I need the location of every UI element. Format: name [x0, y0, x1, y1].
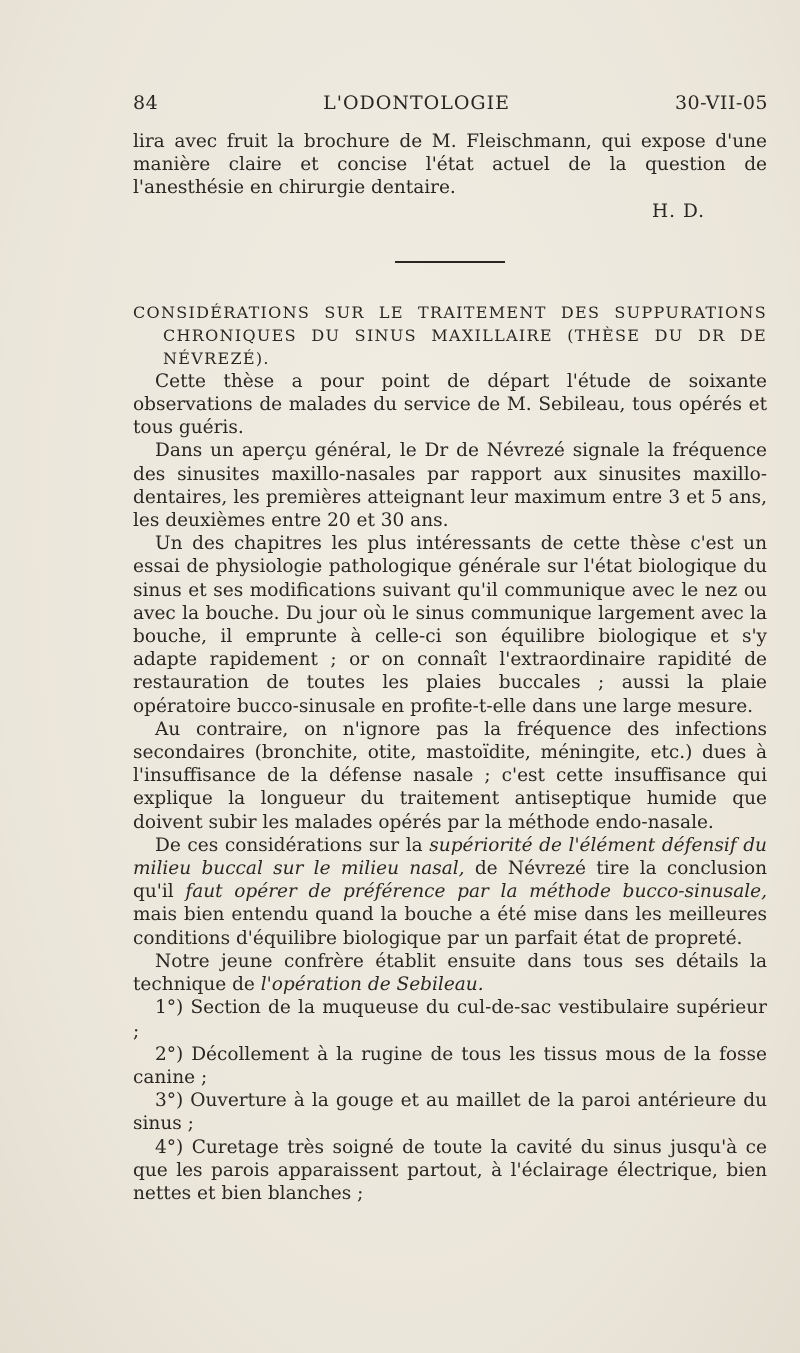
author-signature: H. D. — [652, 200, 705, 222]
paragraph-3: Un des chapitres les plus intéressants de cette thèse c'est un essai de physiologie pathologique générale sur l'état biologique du sinus et ses modifications suivant qu'il communique avec le nez ou avec la bouche. Du jour où le sinus communique largement avec la bouche, il emprunte à celle-ci son équilibre biologique et s'y adapte rapidement ; or on connaît l'extraordinaire rapidité de restauration de toutes les plaies buccales ; aussi la plaie opératoire bucco-sinusale en profite-t-elle dans une large mesure. — [133, 533, 767, 717]
issue-date: 30-VII-05 — [674, 92, 768, 114]
p6-text-a: Notre jeune confrère établit ensuite dans tous ses détails la technique de — [133, 950, 767, 996]
paragraph-5 — [133, 834, 767, 950]
p6-italic-b: l'opération de Sebileau. — [260, 974, 484, 996]
section-divider — [395, 261, 505, 263]
p5-text-c: de Névrezé tire la conclusion qu'il — [133, 858, 768, 903]
p5-italic-d: faut opérer de préférence par la méthode bucco-sinusale, — [185, 881, 767, 903]
paragraph-1: Cette thèse a pour point de départ l'étude de soixante observations de malades du service de M. Sebileau, tous opérés et tous guéris. — [133, 370, 767, 439]
step-1: 1°) Section de la muqueuse du cul-de-sac vestibulaire supérieur ; — [133, 997, 767, 1042]
p5-text-e: mais bien entendu quand la bouche a été mise dans les meilleures conditions d'équilibre biologique par un parfait état de propreté. — [133, 904, 767, 949]
p5-italic-b: supériorité de l'élément défensif du milieu buccal sur le milieu nasal, — [133, 834, 767, 880]
page-number: 84 — [133, 92, 159, 114]
step-2: 2°) Décollement à la rugine de tous les tissus mous de la fosse canine ; — [133, 1043, 767, 1088]
paragraph-2: Dans un aperçu général, le Dr de Névrezé signale la fréquence des sinusites maxillo-nasales par rapport aux sinusites maxillo-dentaires, les premières atteignant leur maximum entre 3 et 5 ans, les deuxièmes entre 20 et 30 ans. — [133, 440, 767, 532]
step-4: 4°) Curetage très soigné de toute la cavité du sinus jusqu'à ce que les parois apparaissent partout, à l'éclairage électrique, bien nettes et bien blanches ; — [133, 1136, 767, 1204]
journal-title: L'ODONTOLOGIE — [323, 92, 510, 114]
section-heading: CONSIDÉRATIONS SUR LE TRAITEMENT DES SUPPURATIONS CHRONIQUES DU SINUS MAXILLAIRE (THÈSE DU DR DE NÉVREZÉ). — [133, 302, 767, 368]
step-3: 3°) Ouverture à la gouge et au maillet de la paroi antérieure du sinus ; — [133, 1090, 767, 1135]
page-body — [133, 130, 767, 1205]
p5-text-a: De ces considérations sur la — [155, 834, 423, 856]
intro-paragraph: lira avec fruit la brochure de M. Fleischmann, qui expose d'une manière claire et concise l'état actuel de la question de l'anesthésie en chirurgie dentaire. — [133, 131, 767, 199]
running-header — [133, 92, 768, 114]
paragraph-4: Au contraire, on n'ignore pas la fréquence des infections secondaires (bronchite, otite, mastoïdite, méningite, etc.) dues à l'insuffisance de la défense nasale ; c'est cette insuffisance qui explique la longueur du traitement antiseptique humide que doivent subir les malades opérés par la méthode endo-nasale. — [133, 718, 767, 833]
paragraph-6 — [133, 950, 767, 996]
